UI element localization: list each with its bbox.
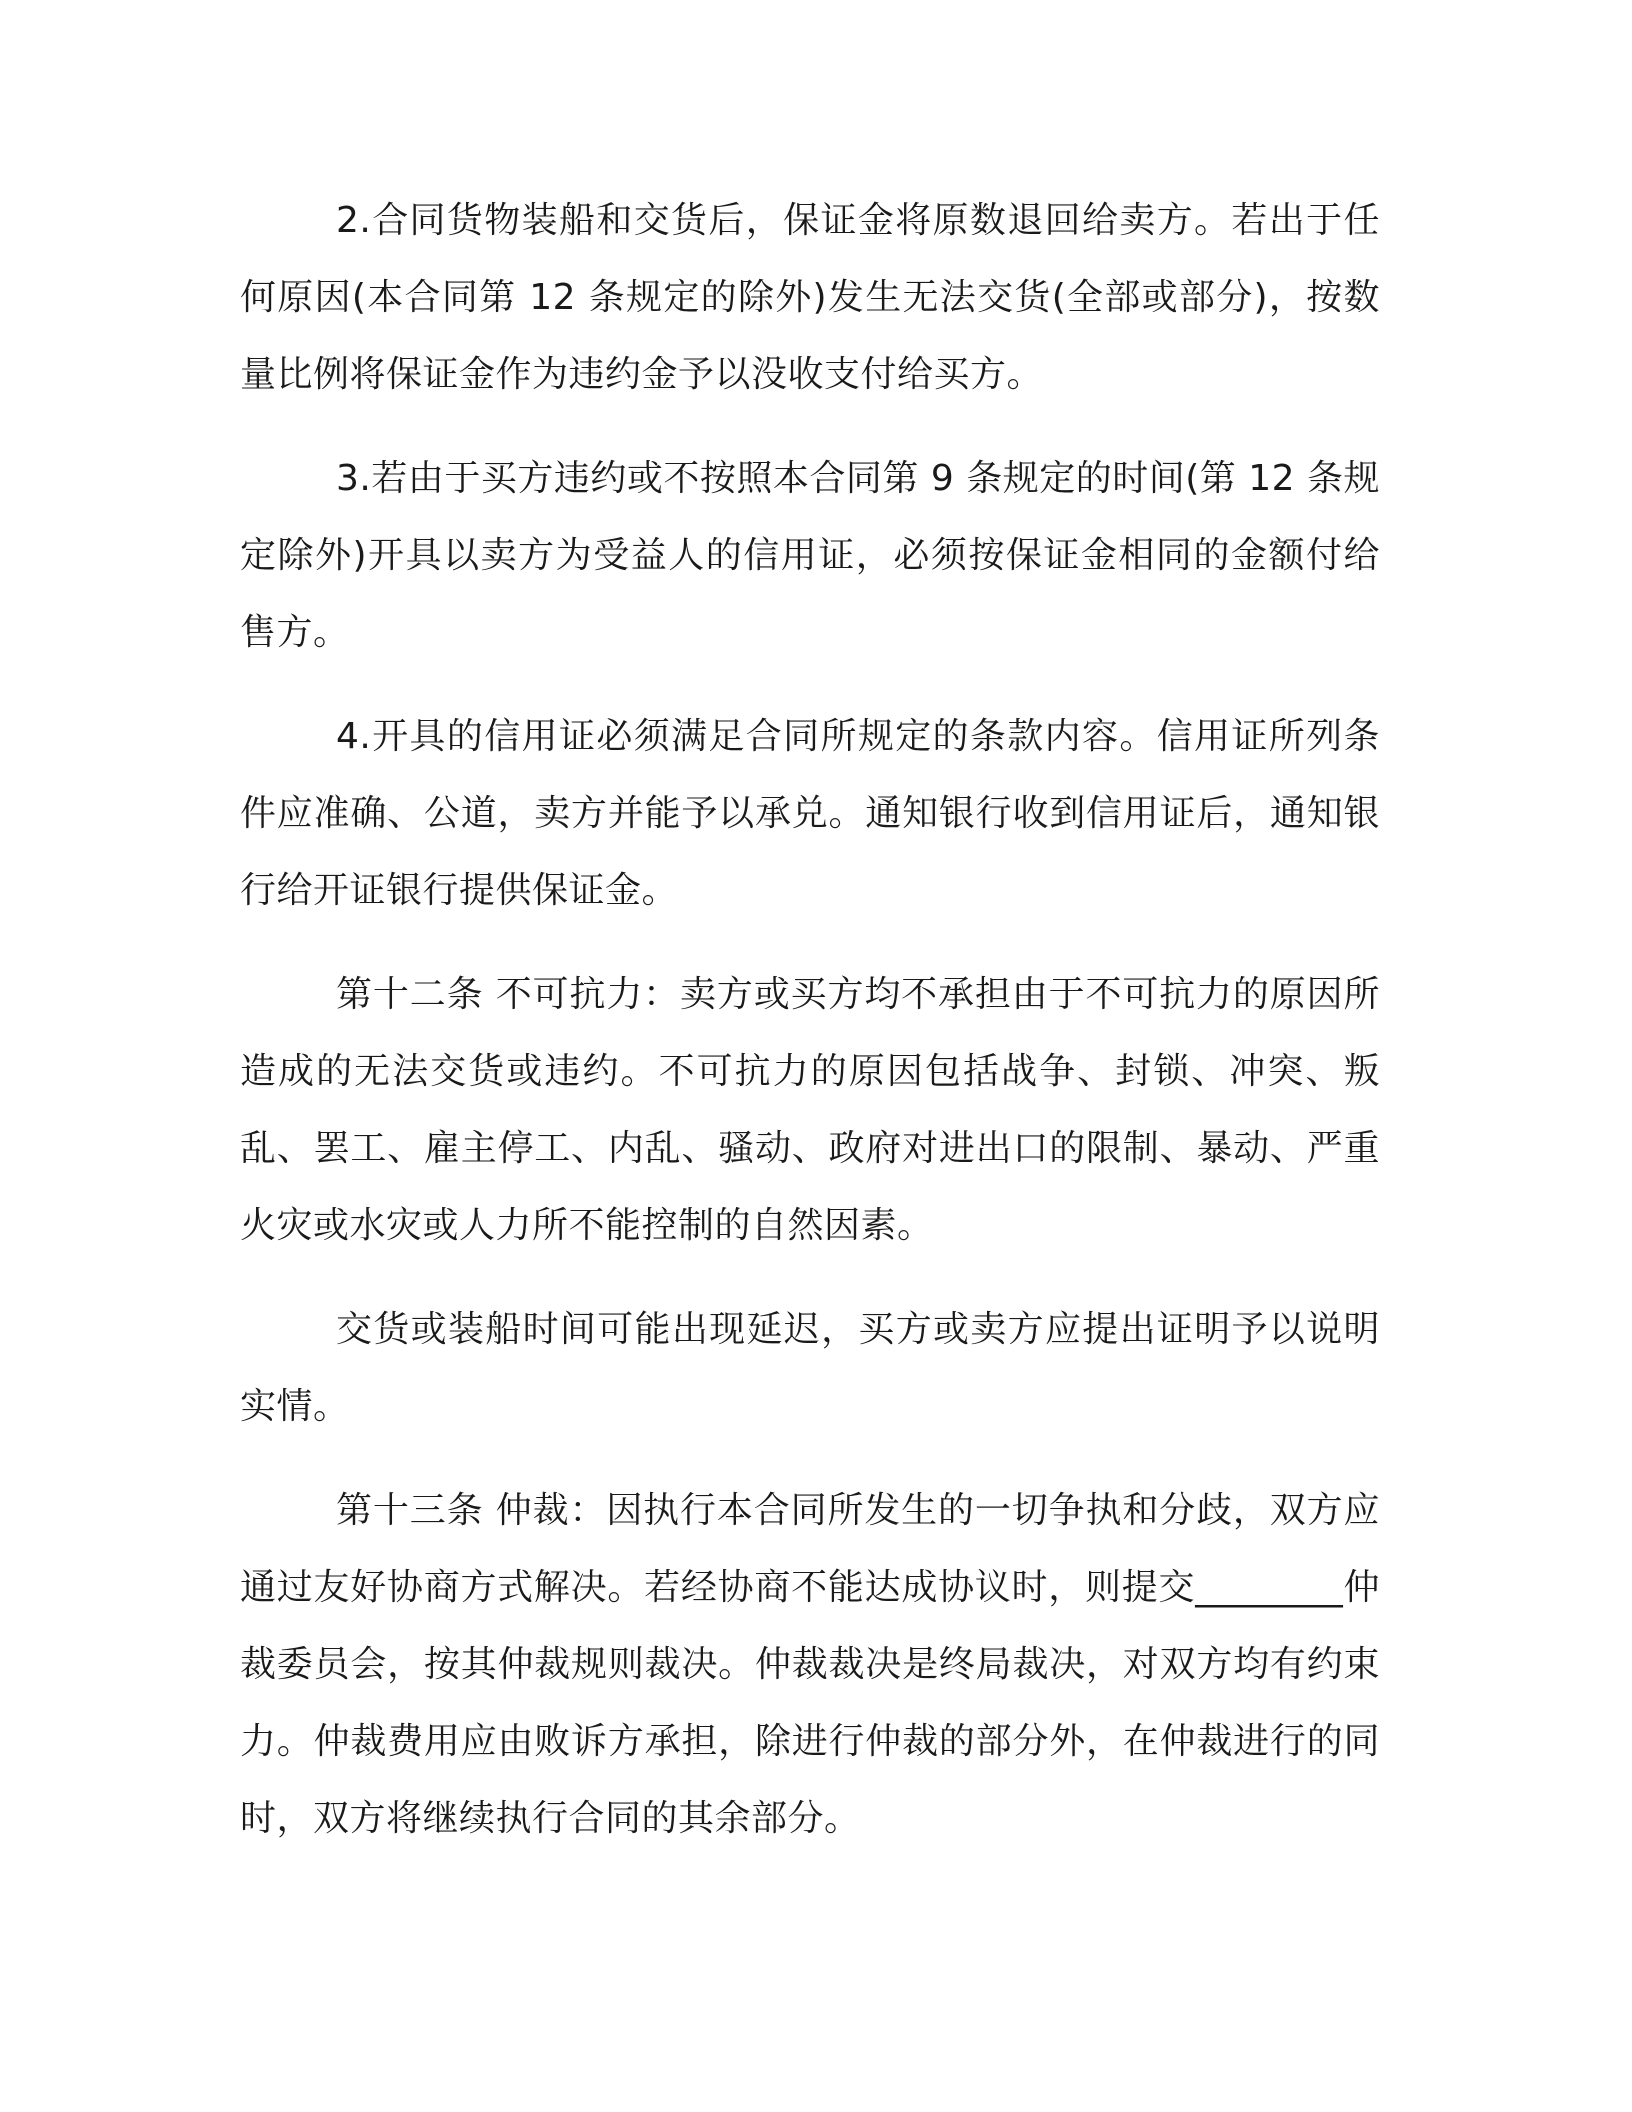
- paragraph-article-13-arbitration: 第十三条 仲裁：因执行本合同所发生的一切争执和分歧，双方应通过友好协商方式解决。若经协商不能达成协议时，则提交________仲裁委员会，按其仲裁规则裁决。仲裁裁决是终局裁决，对双方均有约束力。仲裁费用应由败诉方承担，除进行仲裁的部分外，在仲裁进行的同时，双方将继续执行合同的其余部分。: [240, 1490, 1380, 1839]
- paragraph-deposit-refund: 2.合同货物装船和交货后，保证金将原数退回给卖方。若出于任何原因(本合同第 12 条规定的除外)发生无法交货(全部或部分)，按数量比例将保证金作为违约金予以没收支付给买方。: [240, 200, 1380, 395]
- paragraph-buyer-default: 3.若由于买方违约或不按照本合同第 9 条规定的时间(第 12 条规定除外)开具以卖方为受益人的信用证，必须按保证金相同的金额付给售方。: [240, 458, 1380, 653]
- paragraph-article-12-force-majeure: 第十二条 不可抗力：卖方或买方均不承担由于不可抗力的原因所造成的无法交货或违约。不可抗力的原因包括战争、封锁、冲突、叛乱、罢工、雇主停工、内乱、骚动、政府对进出口的限制、暴动、严重火灾或水灾或人力所不能控制的自然因素。: [240, 974, 1380, 1246]
- paragraph-letter-of-credit: 4.开具的信用证必须满足合同所规定的条款内容。信用证所列条件应准确、公道，卖方并能予以承兑。通知银行收到信用证后，通知银行给开证银行提供保证金。: [240, 716, 1380, 911]
- contract-text: [240, 182, 1380, 1884]
- paragraph-delivery-delay: 交货或装船时间可能出现延迟，买方或卖方应提出证明予以说明实情。: [240, 1309, 1380, 1427]
